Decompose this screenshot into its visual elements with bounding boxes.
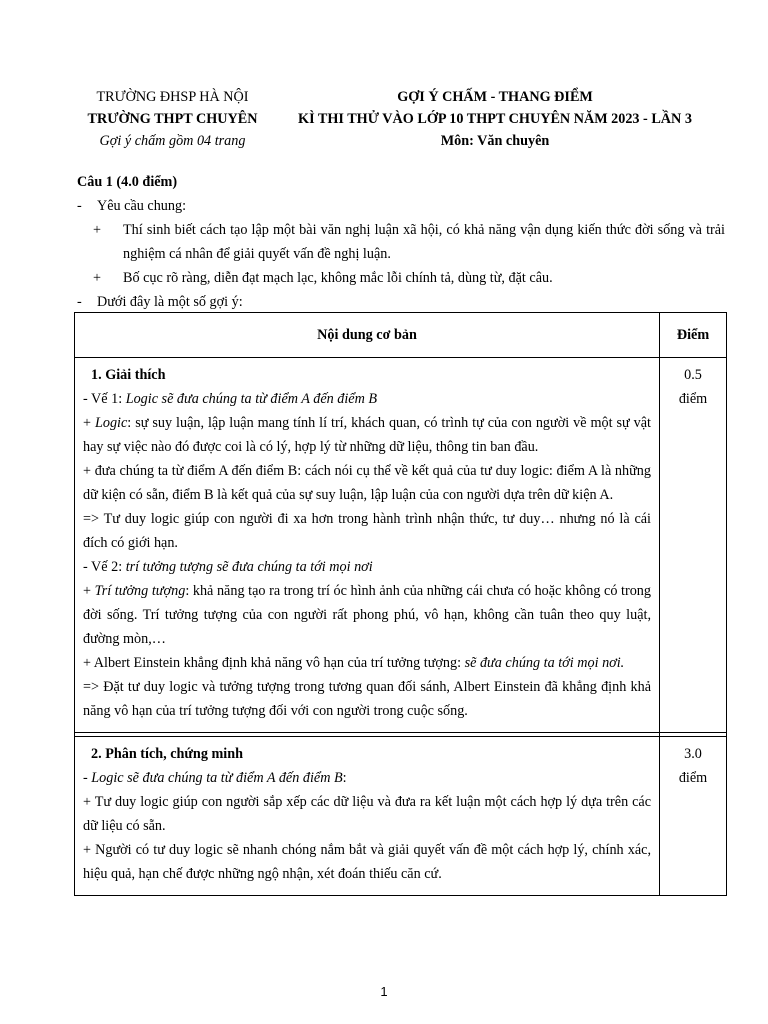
bullet-prefix: + xyxy=(83,583,95,599)
table-row xyxy=(75,737,727,896)
logic-term: Logic xyxy=(94,415,128,431)
general-item-text: Thí sinh biết cách tạo lập một bài văn nghị luận xã hội, có khả năng vận dụng kiến thức đời sống và trải nghiệm cá nhân để giải quyết vấn đề nghị luận. xyxy=(123,222,725,262)
point-1: + Tư duy logic giúp con người sắp xếp các dữ liệu và đưa ra kết luận một cách hợp lý dựa trên các dữ liệu có sẵn. xyxy=(83,794,651,834)
section-2-content xyxy=(75,737,660,896)
v2-line xyxy=(83,555,651,579)
conclusion-1: => Tư duy logic giúp con người đi xa hơn trong hành trình nhận thức, tư duy… nhưng nó là cái đích có giới hạn. xyxy=(83,511,651,551)
imagination-term: Trí tưởng tượng xyxy=(94,583,186,599)
section-title: 1. Giải thích xyxy=(91,367,166,383)
subject-name: Môn: Văn chuyên xyxy=(440,133,550,149)
sub-heading-colon: : xyxy=(342,770,347,786)
einstein-line xyxy=(83,651,651,675)
exam-title-block xyxy=(275,86,715,152)
school-block xyxy=(60,86,285,152)
general-label: Yêu cầu chung: xyxy=(97,198,187,214)
score-unit: điểm xyxy=(678,391,708,407)
section-1-content xyxy=(75,358,660,733)
section-2-score xyxy=(660,737,727,896)
question-title: Câu 1 (4.0 điểm) xyxy=(77,174,178,190)
conclusion-2: => Đặt tư duy logic và tưởng tượng trong tương quan đối sánh, Albert Einstein đã khẳng định khả năng vô hạn của trí tưởng tượng đối với con người trong cuộc sống. xyxy=(83,679,651,719)
general-requirements xyxy=(77,194,725,218)
general-item-text: Bố cục rõ ràng, diễn đạt mạch lạc, không mắc lỗi chính tả, dùng từ, đặt câu. xyxy=(123,270,553,286)
question-intro xyxy=(77,170,725,314)
score-unit: điểm xyxy=(678,770,708,786)
einstein-quote: sẽ đưa chúng ta tới mọi nơi. xyxy=(464,655,625,671)
v1-prefix: - Vế 1: xyxy=(83,391,126,407)
v1-text: Logic sẽ đưa chúng ta từ điểm A đến điểm B xyxy=(125,391,378,407)
v2-prefix: - Vế 2: xyxy=(83,559,126,575)
school-name: TRƯỜNG THPT CHUYÊN xyxy=(87,111,258,127)
plus-bullet: + xyxy=(93,270,102,286)
ab-line: + đưa chúng ta từ điểm A đến điểm B: cách nói cụ thể về kết quả của tư duy logic: điểm A là những dữ kiện có sẵn, điểm B là kết quả của sự suy luận, lập luận của con người dựa trên dữ kiện A. xyxy=(83,463,651,503)
table-header-row xyxy=(75,313,727,358)
page-count-note: Gợi ý chấm gồm 04 trang xyxy=(99,133,246,149)
logic-line xyxy=(83,411,651,459)
content-column-header: Nội dung cơ bản xyxy=(75,313,660,358)
dash-bullet: - xyxy=(77,198,82,214)
v2-text: trí tưởng tượng sẽ đưa chúng ta tới mọi nơi xyxy=(125,559,373,575)
suggest-label: Dưới đây là một số gợi ý: xyxy=(97,294,243,310)
score-value: 3.0 xyxy=(684,746,702,762)
bullet-prefix: + xyxy=(83,415,95,431)
doc-title: GỢI Ý CHẤM - THANG ĐIỂM xyxy=(397,89,593,105)
section-1-score xyxy=(660,358,727,733)
score-column-header: Điểm xyxy=(660,313,727,358)
imagination-text: : khả năng tạo ra trong trí óc hình ảnh của những cái chưa có hoặc không có trong đời sống. Trí tưởng tượng của con người rất phong phú, vô hạn, không cần tuân theo quy luật, đường mòn,… xyxy=(83,583,651,647)
general-item-1 xyxy=(77,218,725,266)
page-number: 1 xyxy=(380,984,388,999)
section-title: 2. Phân tích, chứng minh xyxy=(91,746,243,762)
grading-table xyxy=(74,312,727,896)
university-name: TRƯỜNG ĐHSP HÀ NỘI xyxy=(96,89,249,105)
imagination-line xyxy=(83,579,651,651)
dash-bullet: - xyxy=(77,294,82,310)
logic-text: : sự suy luận, lập luận mang tính lí trí, khách quan, có trình tự của con người về một sự vật hay sự việc nào đó được coi là có lý, hợp lý từ những dữ liệu, thông tin ban đầu. xyxy=(83,415,651,455)
plus-bullet: + xyxy=(93,222,102,238)
table-row xyxy=(75,358,727,733)
score-value: 0.5 xyxy=(684,367,702,383)
general-item-2 xyxy=(77,266,725,290)
point-2: + Người có tư duy logic sẽ nhanh chóng nắm bắt và giải quyết vấn đề một cách hợp lý, chính xác, hiệu quả, hạn chế được những ngộ nhận, xét đoán thiếu căn cứ. xyxy=(83,842,651,882)
sub-heading-text: - Logic sẽ đưa chúng ta từ điểm A đến điểm B xyxy=(83,770,343,786)
v1-line xyxy=(83,387,651,411)
einstein-text: + Albert Einstein khẳng định khả năng vô hạn của trí tưởng tượng: xyxy=(83,655,465,671)
sub-heading xyxy=(83,766,651,790)
exam-name: KÌ THI THỬ VÀO LỚP 10 THPT CHUYÊN NĂM 2023 - LẦN 3 xyxy=(298,111,692,127)
suggestion-line xyxy=(77,290,725,314)
